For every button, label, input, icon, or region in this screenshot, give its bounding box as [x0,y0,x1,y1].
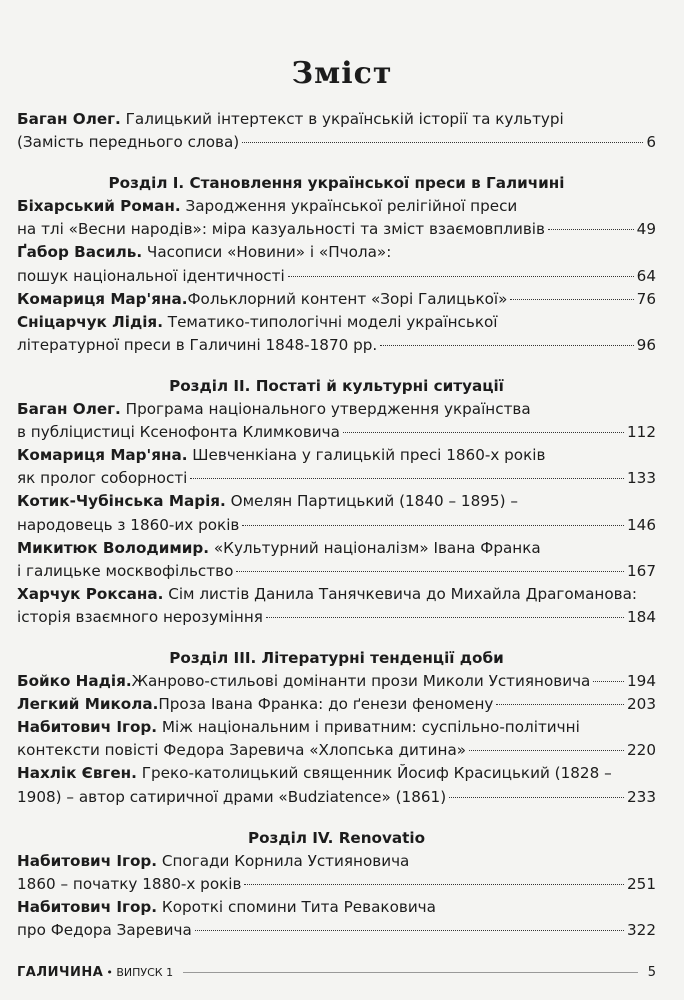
entry-title: Часописи «Новини» і «Пчола»: [142,243,392,262]
dot-leader [510,298,633,300]
entry-author: Котик-Чубінська Марія. [17,492,226,511]
entry-title-cont: 1908) – автор сатиричної драми «Budziatence» (1861) [17,787,447,806]
toc-entry[interactable] [17,896,656,942]
entry-author: Легкий Микола. [17,695,159,714]
toc-entry-intro[interactable] [17,108,656,154]
entry-title-cont: на тлі «Весни народів»: міра казуальності та зміст взаємовпливів [17,220,545,239]
dot-leader [380,344,633,346]
entry-page-number: 167 [627,561,656,580]
entry-title: Греко-католицький священник Йосиф Красицький (1828 – [136,764,612,783]
entry-author: Набитович Ігор. [17,897,158,916]
entry-title: Між національним і приватним: суспільно-політичні [157,718,580,737]
entry-page-number: 233 [627,787,656,806]
toc-entry[interactable] [17,490,656,536]
entry-title-cont: літературної преси в Галичині 1848-1870 рр. [17,335,378,354]
entry-author: Комариця Мар'яна. [17,446,188,465]
dot-leader [548,228,634,230]
entry-page-number: 133 [627,469,656,488]
entry-title-cont: народовець з 1860-их років [17,515,240,534]
section-heading: Розділ ІІ. Постаті й культурні ситуації [169,376,504,395]
toc-entry[interactable] [17,850,656,896]
dot-leader [190,477,624,479]
entry-author: Ґабор Василь. [17,243,143,262]
entry-page-number: 184 [627,607,656,626]
entry-title: Омелян Партицький (1840 – 1895) – [225,492,518,511]
entry-title: Жанрово-стильові домінанти прози Миколи Устияновича [131,672,591,691]
entry-author: Харчук Роксана. [17,584,164,603]
entry-page-number: 49 [636,220,656,239]
toc-entry[interactable] [17,670,656,693]
toc-entry[interactable] [17,311,656,357]
entry-author: Бойко Надія. [17,672,132,691]
entry-page-number: 112 [627,423,656,442]
dot-leader [244,883,624,885]
dot-leader [593,680,624,682]
footer-rule [183,972,638,973]
journal-name: ГАЛИЧИНА [17,965,104,980]
dot-leader [242,524,624,526]
toc-entry[interactable] [17,444,656,490]
dot-leader [288,275,634,277]
entry-title-cont: про Федора Заревича [17,921,192,939]
entry-page-number: 76 [636,289,656,308]
entry-page-number: 220 [627,741,656,760]
table-of-contents [17,108,656,942]
entry-author: Баган Олег. [17,400,121,419]
section-heading: Розділ IV. Renovatio [247,828,426,847]
entry-title-cont: 1860 – початку 1880-х років [17,874,242,893]
entry-page-number: 96 [636,335,656,354]
entry-title: Галицький інтертекст в українській історії та культурі [120,110,564,128]
entry-page-number: 6 [646,133,656,152]
dot-leader [469,749,624,751]
page-footer [17,965,656,980]
entry-title: Зародження української релігійної преси [180,197,518,216]
entry-title-cont: в публіцистиці Ксенофонта Климковича [17,423,340,442]
entry-title: Сім листів Данила Танячкевича до Михайла Драгоманова: [163,584,638,603]
entry-title: Спогади Корнила Устияновича [157,851,410,870]
dot-leader [195,929,624,931]
page-title: Зміст [291,56,393,91]
dot-leader [496,703,624,705]
dot-leader [266,616,624,618]
entry-author: Сніцарчук Лідія. [17,312,163,331]
entry-title: Короткі спомини Тита Реваковича [157,897,436,916]
toc-entry[interactable] [17,716,656,762]
toc-entry[interactable] [17,398,656,444]
entry-author: Микитюк Володимир. [17,538,210,557]
toc-entry[interactable] [17,693,656,716]
entry-title-cont: і галицьке москвофільство [17,561,234,580]
entry-page-number: 322 [627,921,656,939]
entry-title: Тематико-типологічні моделі української [162,312,498,331]
entry-page-number: 146 [627,515,656,534]
issue-label: • ВИПУСК 1 [106,966,174,979]
entry-title: Проза Івана Франка: до ґенези феномену [158,695,494,714]
entry-author: Баган Олег. [17,110,121,128]
entry-author: Нахлік Євген. [17,764,137,783]
toc-entry[interactable] [17,195,656,241]
entry-author: Набитович Ігор. [17,851,158,870]
entry-page-number: 64 [636,266,656,285]
entry-author: Комариця Мар'яна. [17,289,188,308]
toc-entry[interactable] [17,762,656,808]
dot-leader [236,570,624,572]
entry-title: Шевченкіана у галицькій пресі 1860-х років [187,446,546,465]
toc-entry[interactable] [17,583,656,629]
entry-title-cont: пошук національної ідентичності [17,266,285,285]
dot-leader [343,431,624,433]
dot-leader [242,141,643,143]
entry-author: Набитович Ігор. [17,718,158,737]
toc-entry[interactable] [17,537,656,583]
toc-entry[interactable] [17,241,656,287]
entry-page-number: 203 [627,695,656,714]
entry-title-cont: історія взаємного нерозуміння [17,607,263,626]
toc-entry[interactable] [17,288,656,311]
section-heading: Розділ ІІІ. Літературні тенденції доби [169,648,504,667]
footer-page-number: 5 [647,965,656,980]
entry-title: Програма національного утвердження українства [120,400,531,419]
entry-page-number: 194 [627,672,656,691]
dot-leader [449,796,624,798]
entry-title-cont: (Замість переднього слова) [17,133,240,152]
entry-title: «Культурний націоналізм» Івана Франка [209,538,541,557]
entry-page-number: 251 [627,874,656,893]
entry-title: Фольклорний контент «Зорі Галицької» [187,289,508,308]
entry-title-cont: контексти повісті Федора Заревича «Хлопська дитина» [17,741,467,760]
entry-author: Біхарський Роман. [17,197,181,216]
section-heading: Розділ І. Становлення української преси в Галичині [108,174,565,193]
entry-title-cont: як пролог соборності [17,469,188,488]
